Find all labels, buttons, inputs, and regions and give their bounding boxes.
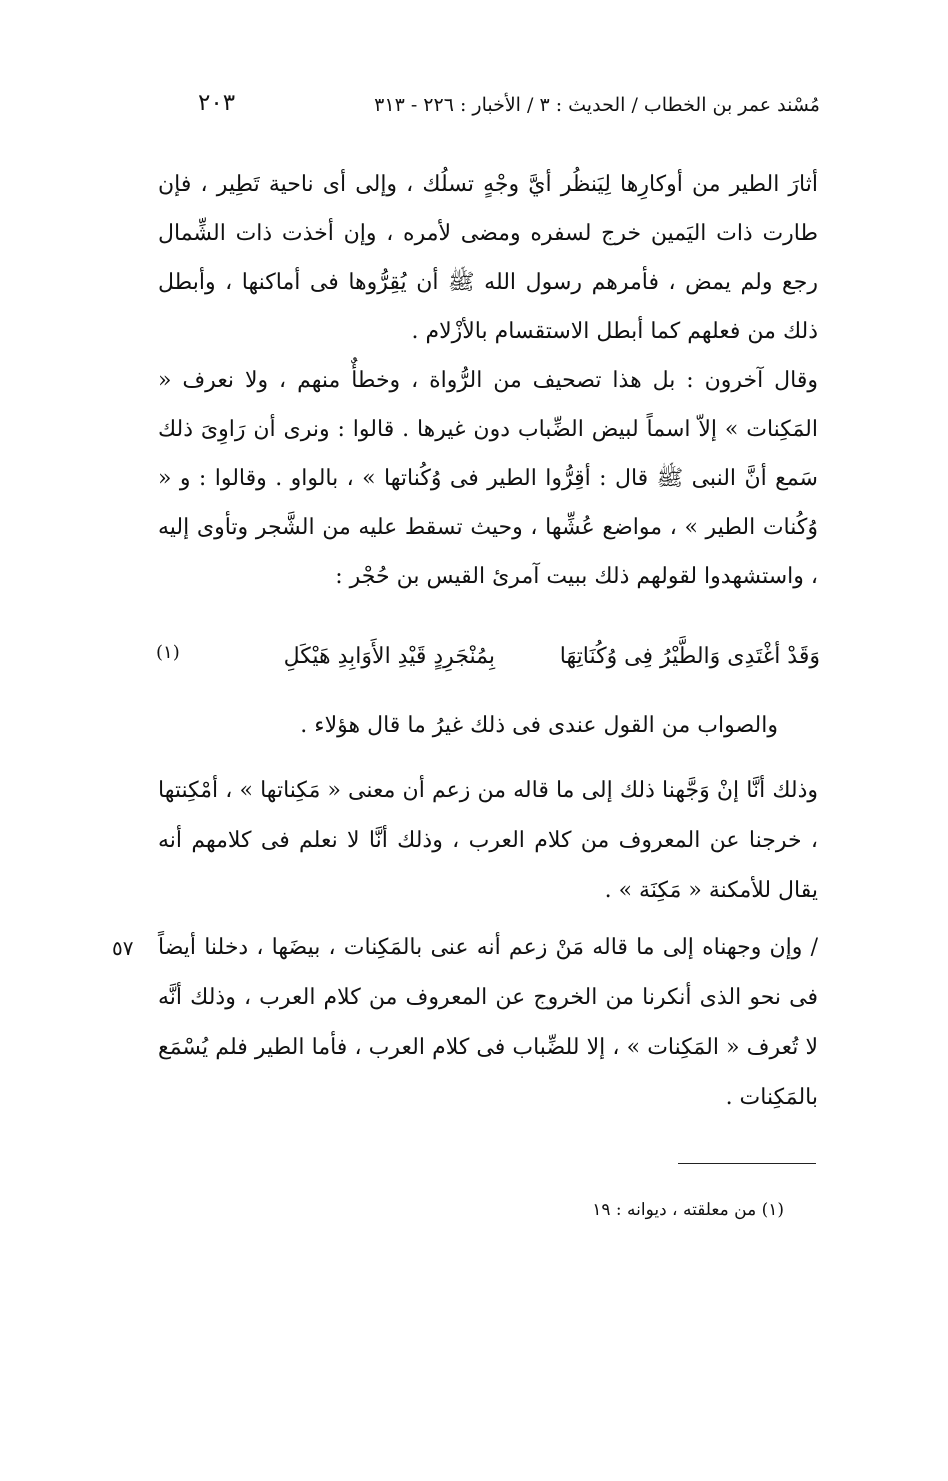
verse-second-hemistich: بِمُنْجَرِدٍ قَيْدِ الأَوَابِدِ هَيْكَلِ xyxy=(283,644,495,669)
paragraph-1: أثارَ الطير من أوكارِها لِيَنظُر أيَّ وجْهٍ تسلُك ، وإلى أى ناحية تَطِير ، فإن طارت ذات اليَمين خرج لسفره ومضى لأمره ، وإن أخذت ذات الشِّمال رجع ولم يمض ، فأمرهم رسول الله ﷺ أن يُقِرُّوها فى أماكنها ، وأبطل ذلك من فعلهم كما أبطل الاستقسام بالأزْلام . xyxy=(158,172,818,344)
poetry-verse xyxy=(156,638,820,688)
paragraph-2: وقال آخرون : بل هذا تصحيف من الرُّواة ، وخطأٌ منهم ، ولا نعرف « المَكِنات » إلاّ اسماً لبيض الضِّباب دون غيرها . قالوا : ونرى أن رَاوِىَ ذلك سَمع أنَّ النبى ﷺ قال : أقِرُّوا الطير فى وُكُناتها » ، بالواو . وقالوا : و « وُكُنات الطير » ، مواضع عُشِّها ، وحيث تسقط عليه من الشَّجر وتأوى إليه ، واستشهدوا لقولهم ذلك ببيت آمرئ القيس بن حُجْر : xyxy=(158,368,818,589)
running-header xyxy=(160,88,820,128)
verse-first-hemistich: وَقَدْ أغْتَدِى وَالطَّيْرُ فِى وُكُنَاتِهَا xyxy=(559,644,820,669)
paragraph-5: / وإن وجهناه إلى ما قاله مَنْ زعم أنه عنى بالمَكِنات ، بيضَها ، دخلنا أيضاً فى نحو الذى أنكرنا من الخروج عن المعروف من كلام العرب ، وذلك أنَّه لا تُعرف « المَكِنات » ، إلا للضِّباب فى كلام العرب ، فأما الطير فلم يُسْمَع بالمَكِنات . xyxy=(158,935,818,1110)
page-number: ٢٠٣ xyxy=(198,90,236,116)
paragraph-3: والصواب من القول عندى فى ذلك غيرُ ما قال هؤلاء . xyxy=(300,713,778,738)
margin-number: ٥٧ xyxy=(112,936,134,960)
footnote-reference: (١) xyxy=(156,642,180,663)
running-header-title: مُسْند عمر بن الخطاب / الحديث : ٣ / الأخبار : ٢٢٦ - ٣١٣ xyxy=(374,94,820,116)
paragraph-4: وذلك أنَّا إنْ وَجَّهنا ذلك إلى ما قاله من زعم أن معنى « مَكِناتها » ، أمْكِنتها ، خرجنا عن المعروف من كلام العرب ، وذلك أنَّا لا نعلم فى كلامهم أنه يقال للأمكنة « مَكِنَة » . xyxy=(158,778,818,903)
footnote-divider xyxy=(678,1163,816,1164)
footnote: (١) من معلقته ، ديوانه : ١٩ xyxy=(592,1200,784,1220)
